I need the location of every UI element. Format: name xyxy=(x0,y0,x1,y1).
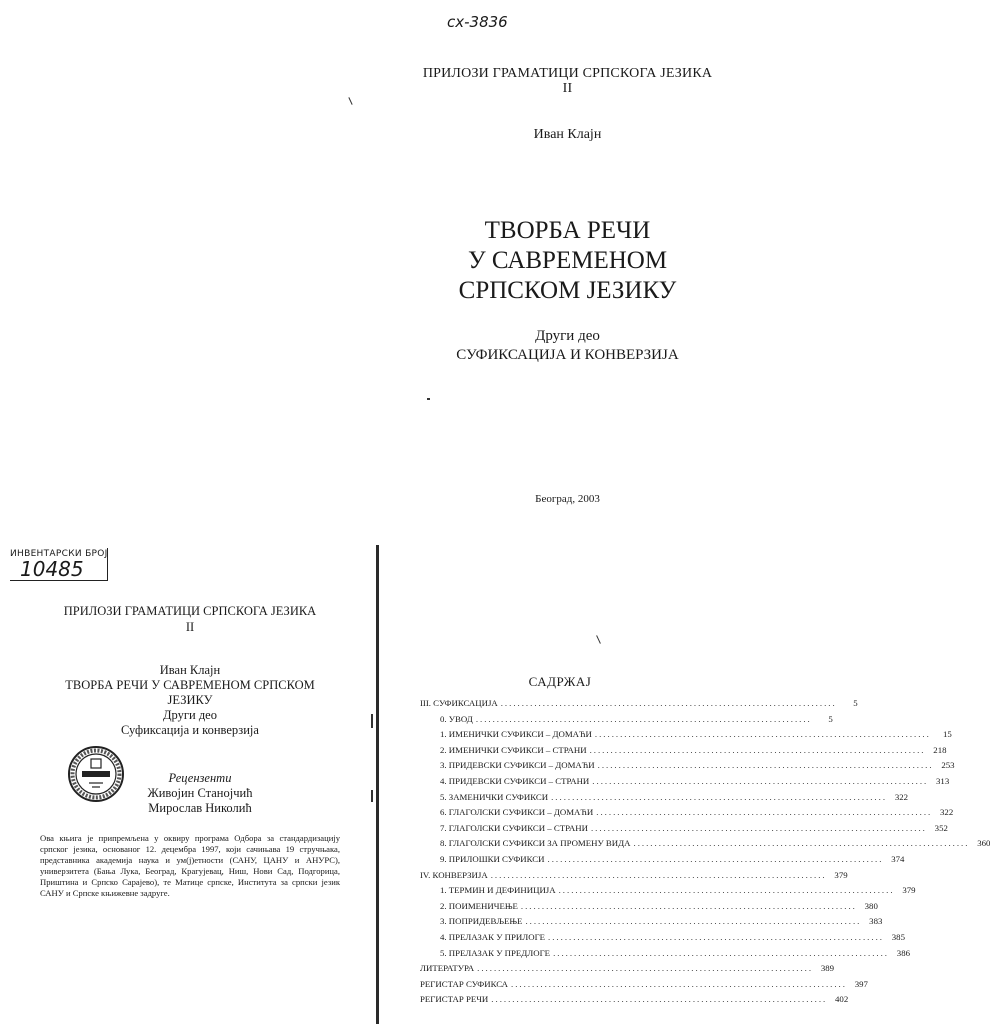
toc-entry-page: 360 xyxy=(977,838,990,849)
part-title: СУФИКСАЦИЈА И КОНВЕРЗИЈА xyxy=(456,347,679,363)
book-title-line: ТВОРБА РЕЧИ xyxy=(484,217,651,244)
toc-entry-label: РЕГИСТАР СУФИКСА xyxy=(420,978,509,989)
toc-leader-dots: ................................................................................ xyxy=(490,869,827,880)
place-and-year: Београд, 2003 xyxy=(535,493,600,505)
reviewers xyxy=(130,771,270,816)
toc-leader-dots: ................................................................................ xyxy=(548,931,884,942)
toc-leader-dots: ................................................................................ xyxy=(500,698,837,708)
toc-leader-dots: ................................................................................ xyxy=(590,822,927,833)
toc-entry-label: 7. ГЛАГОЛСКИ СУФИКСИ – СТРАНИ xyxy=(440,822,588,833)
toc-entry-label: 2. ПОИМЕНИЧЕЊЕ xyxy=(440,900,518,911)
toc-entry-label: ЛИТЕРАТУРА xyxy=(420,963,475,974)
part-number: Други део xyxy=(535,328,600,344)
toc-entry xyxy=(420,885,916,901)
toc-entry-label: III. СУФИКСАЦИЈА xyxy=(420,698,498,708)
toc-entry xyxy=(420,916,883,932)
toc-entry xyxy=(420,791,909,808)
funding-note: Ова књига је припремљена у оквиру програма Одбора за стандардизацију српског језика, основаног 12. децембра 1997, који сачињава 19 стручњака, представника академија наука и ум(ј)етности (САНУ, ЦАНУ и АНУРС), универзитета (Бања Лука, Београд, Крагујевац, Ниш, Нови Сад, Подгорица, Приштина и Српско Сарајево), те Матице српске, Института за српски језик САНУ и Српске књижевне задруге. xyxy=(40,833,340,898)
toc-entry-label: IV. КОНВЕРЗИЈА xyxy=(420,869,488,880)
toc-leader-dots: ................................................................................ xyxy=(547,853,884,864)
toc-entry xyxy=(420,807,954,823)
series-volume: II xyxy=(562,81,573,96)
book-subtitle xyxy=(395,327,740,365)
toc-leader-dots: ................................................................................ xyxy=(477,963,814,974)
contents-heading: САДРЖАЈ xyxy=(528,674,592,689)
imprint-title-line: ЈЕЗИКУ xyxy=(167,693,213,707)
toc-entry-label: 1. ИМЕНИЧКИ СУФИКСИ – ДОМАЋИ xyxy=(440,729,592,740)
toc-entry-page: 374 xyxy=(891,853,905,864)
toc-entry xyxy=(420,869,848,886)
imprint-series xyxy=(40,603,340,635)
toc-entry xyxy=(420,853,905,870)
toc-entry-page: 397 xyxy=(854,978,868,989)
toc-entry-page: 402 xyxy=(835,994,849,1005)
toc-entry-page: 379 xyxy=(902,885,916,896)
toc-leader-dots: ................................................................................ xyxy=(596,807,933,818)
toc-entry-label: 3. ПОПРИДЕВЉЕЊЕ xyxy=(440,916,523,927)
imprint-bibliography xyxy=(40,663,340,738)
toc-entry-page: 322 xyxy=(940,807,954,818)
imprint-series-line: ПРИЛОЗИ ГРАМАТИЦИ СРПСКОГА ЈЕЗИКА xyxy=(63,604,317,618)
toc-entry-page: 385 xyxy=(891,931,905,942)
toc-entry xyxy=(420,963,835,979)
toc-entry-page: 218 xyxy=(933,744,947,755)
scan-speck xyxy=(371,714,373,728)
author-name: Иван Клајн xyxy=(533,127,602,142)
table-of-contents xyxy=(420,698,990,1010)
imprint-title-line: ТВОРБА РЕЧИ У САВРЕМЕНОМ СРПСКОМ xyxy=(65,678,315,692)
book-spine-line xyxy=(376,545,379,1024)
reviewers-heading: Рецензенти xyxy=(168,771,232,785)
reviewer-name: Мирослав Николић xyxy=(148,801,252,815)
toc-entry xyxy=(420,978,868,995)
toc-entry-label: 4. ПРИДЕВСКИ СУФИКСИ – СТРАНИ xyxy=(440,775,590,786)
toc-leader-dots: ................................................................................ xyxy=(511,978,847,989)
toc-entry xyxy=(420,994,849,1010)
handwritten-shelfmark: сх-3836 xyxy=(447,13,508,31)
toc-entry-page: 5 xyxy=(828,713,833,724)
toc-entry xyxy=(420,931,905,948)
library-seal-icon xyxy=(67,745,125,803)
reviewer-name: Живојин Станојчић xyxy=(147,786,253,800)
scan-speck xyxy=(348,97,352,105)
toc-entry-label: 3. ПРИДЕВСКИ СУФИКСИ – ДОМАЋИ xyxy=(440,760,595,771)
toc-entry-page: 253 xyxy=(941,760,955,771)
series-title xyxy=(395,66,740,96)
toc-entry xyxy=(420,900,878,917)
toc-entry-page: 379 xyxy=(834,869,848,880)
toc-entry-label: 4. ПРЕЛАЗАК У ПРИЛОГЕ xyxy=(440,931,546,942)
book-title-line: У САВРЕМЕНОМ xyxy=(467,247,668,274)
toc-entry xyxy=(420,713,833,730)
toc-entry-page: 322 xyxy=(894,791,909,802)
toc-entry-page: 5 xyxy=(853,698,858,708)
toc-entry xyxy=(420,947,910,964)
toc-entry-label: РЕГИСТАР РЕЧИ xyxy=(420,994,489,1005)
inventory-number: 10485 xyxy=(20,557,84,581)
imprint-author: Иван Клајн xyxy=(159,663,221,677)
inventory-label: ИНВЕНТАРСКИ БРОЈ xyxy=(10,549,108,559)
toc-entry-label: 5. ЗАМЕНИЧКИ СУФИКСИ xyxy=(440,791,549,802)
toc-entry-label: 9. ПРИЛОШКИ СУФИКСИ xyxy=(440,853,545,864)
toc-entry-page: 15 xyxy=(943,729,952,740)
toc-entry xyxy=(420,822,948,839)
toc-entry-page: 380 xyxy=(864,900,878,911)
toc-leader-dots: ................................................................................ xyxy=(633,838,970,849)
toc-leader-dots: ................................................................................ xyxy=(553,947,889,958)
scan-speck xyxy=(427,398,430,400)
toc-entry xyxy=(420,698,858,714)
toc-entry xyxy=(420,760,955,776)
toc-leader-dots: ................................................................................ xyxy=(589,744,926,755)
toc-entry xyxy=(420,729,952,745)
toc-leader-dots: ................................................................................ xyxy=(520,900,857,911)
toc-entry-label: 6. ГЛАГОЛСКИ СУФИКСИ – ДОМАЋИ xyxy=(440,807,594,818)
toc-entry-label: 5. ПРЕЛАЗАК У ПРЕДЛОГЕ xyxy=(440,947,551,958)
toc-entry-label: 8. ГЛАГОЛСКИ СУФИКСИ ЗА ПРОМЕНУ ВИДА xyxy=(440,838,631,849)
toc-entry-label: 1. ТЕРМИН И ДЕФИНИЦИЈА xyxy=(440,885,556,896)
toc-entry-page: 383 xyxy=(869,916,883,927)
toc-leader-dots: ................................................................................ xyxy=(597,760,934,771)
toc-leader-dots: ................................................................................ xyxy=(491,994,828,1005)
series-title-line: ПРИЛОЗИ ГРАМАТИЦИ СРПСКОГА ЈЕЗИКА xyxy=(422,66,713,81)
scan-speck xyxy=(596,635,601,644)
scan-speck xyxy=(371,790,373,802)
toc-leader-dots: ................................................................................ xyxy=(594,729,931,740)
toc-leader-dots: ................................................................................ xyxy=(551,791,888,802)
toc-entry-label: 2. ИМЕНИЧКИ СУФИКСИ – СТРАНИ xyxy=(440,744,587,755)
toc-leader-dots: ................................................................................ xyxy=(558,885,895,896)
toc-entry xyxy=(420,744,947,761)
toc-entry-page: 313 xyxy=(936,775,950,786)
toc-leader-dots: ................................................................................ xyxy=(475,713,812,724)
toc-entry-page: 386 xyxy=(896,947,910,958)
imprint-part-title: Суфиксација и конверзија xyxy=(121,723,259,737)
toc-entry xyxy=(420,775,950,792)
toc-entry-page: 389 xyxy=(820,963,835,974)
imprint-part: Други део xyxy=(163,708,217,722)
toc-entry xyxy=(420,838,990,854)
book-title xyxy=(395,216,740,306)
toc-leader-dots: ................................................................................ xyxy=(592,775,929,786)
toc-leader-dots: ................................................................................ xyxy=(525,916,862,927)
book-title-line: СРПСКОМ ЈЕЗИКУ xyxy=(458,277,677,304)
toc-entry-page: 352 xyxy=(934,822,948,833)
imprint-series-volume: II xyxy=(185,620,195,634)
toc-entry-label: 0. УВОД xyxy=(440,713,473,724)
